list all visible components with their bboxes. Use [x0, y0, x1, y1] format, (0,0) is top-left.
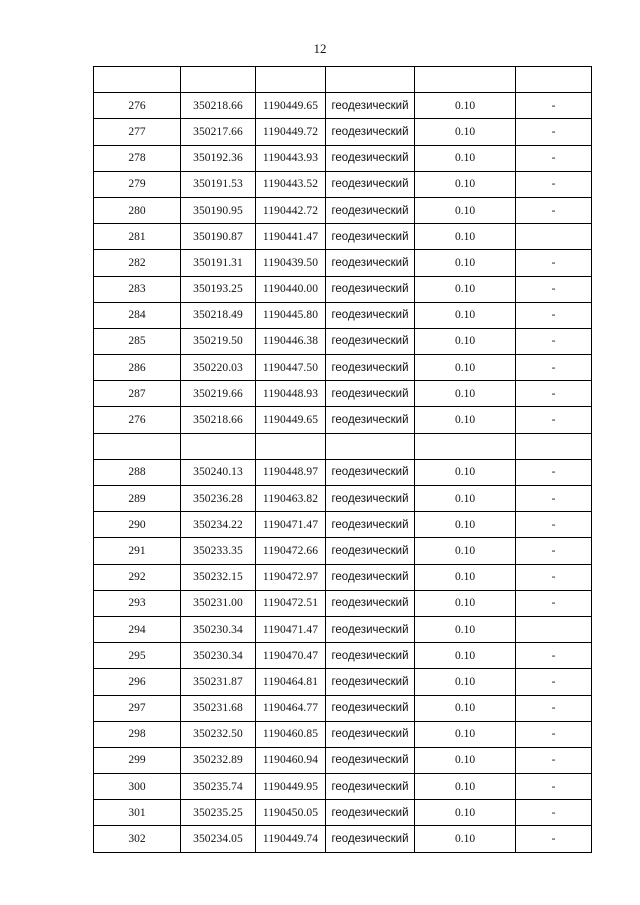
cell-x: 350232.89	[181, 747, 256, 773]
cell-x: 350234.05	[181, 826, 256, 852]
cell-accuracy: 0.10	[415, 826, 516, 852]
cell-accuracy: 0.10	[415, 250, 516, 276]
table-row	[94, 407, 592, 433]
cell-y: 1190472.66	[256, 538, 326, 564]
cell-y: 1190448.97	[256, 459, 326, 485]
cell-method: геодезический	[326, 486, 415, 512]
cell-point-number: 298	[94, 721, 181, 747]
table-row	[94, 747, 592, 773]
cell-point-number: 287	[94, 381, 181, 407]
cell-x	[181, 433, 256, 459]
table-row	[94, 355, 592, 381]
table-row	[94, 250, 592, 276]
table-row	[94, 564, 592, 590]
cell-y: 1190449.65	[256, 407, 326, 433]
cell-method: геодезический	[326, 171, 415, 197]
cell-x: 350240.13	[181, 459, 256, 485]
cell-note: -	[516, 590, 592, 616]
cell-x: 350219.66	[181, 381, 256, 407]
cell-method: геодезический	[326, 616, 415, 642]
cell-y: 1190471.47	[256, 512, 326, 538]
cell-y: 1190470.47	[256, 643, 326, 669]
cell-point-number: 284	[94, 302, 181, 328]
cell-point-number: 296	[94, 669, 181, 695]
cell-x: 350234.22	[181, 512, 256, 538]
cell-note: -	[516, 355, 592, 381]
cell-y: 1190445.80	[256, 302, 326, 328]
cell-y: 1190443.52	[256, 171, 326, 197]
cell-note: -	[516, 171, 592, 197]
table-row	[94, 459, 592, 485]
table-row	[94, 328, 592, 354]
cell-y: 1190450.05	[256, 800, 326, 826]
cell-y: 1190442.72	[256, 197, 326, 223]
cell-accuracy: 0.10	[415, 590, 516, 616]
cell-y: 1190449.65	[256, 93, 326, 119]
cell-x: 350230.34	[181, 643, 256, 669]
table-row	[94, 512, 592, 538]
cell-point-number: 289	[94, 486, 181, 512]
cell-point-number: 300	[94, 774, 181, 800]
cell-x: 350218.49	[181, 302, 256, 328]
table-row	[94, 197, 592, 223]
cell-note	[516, 224, 592, 250]
cell-method: геодезический	[326, 590, 415, 616]
cell-point-number: 276	[94, 93, 181, 119]
cell-method: геодезический	[326, 407, 415, 433]
cell-point-number: 301	[94, 800, 181, 826]
cell-note: -	[516, 826, 592, 852]
cell-note: -	[516, 721, 592, 747]
cell-note	[516, 67, 592, 93]
table-row	[94, 302, 592, 328]
cell-accuracy: 0.10	[415, 564, 516, 590]
cell-method: геодезический	[326, 224, 415, 250]
table-row	[94, 93, 592, 119]
cell-y: 1190472.51	[256, 590, 326, 616]
cell-point-number: 281	[94, 224, 181, 250]
cell-note: -	[516, 538, 592, 564]
cell-x: 350235.74	[181, 774, 256, 800]
cell-point-number: 295	[94, 643, 181, 669]
cell-method: геодезический	[326, 250, 415, 276]
cell-accuracy: 0.10	[415, 328, 516, 354]
cell-method: геодезический	[326, 93, 415, 119]
cell-accuracy: 0.10	[415, 407, 516, 433]
cell-point-number: 280	[94, 197, 181, 223]
cell-accuracy: 0.10	[415, 512, 516, 538]
cell-point-number: 288	[94, 459, 181, 485]
cell-x: 350217.66	[181, 119, 256, 145]
table-row	[94, 669, 592, 695]
table-row	[94, 538, 592, 564]
cell-point-number: 294	[94, 616, 181, 642]
cell-y: 1190463.82	[256, 486, 326, 512]
cell-y: 1190460.94	[256, 747, 326, 773]
cell-y: 1190440.00	[256, 276, 326, 302]
table-row	[94, 695, 592, 721]
table-row	[94, 643, 592, 669]
cell-y: 1190472.97	[256, 564, 326, 590]
cell-x: 350231.00	[181, 590, 256, 616]
cell-method: геодезический	[326, 669, 415, 695]
table-row	[94, 433, 592, 459]
cell-note: -	[516, 800, 592, 826]
cell-method: геодезический	[326, 328, 415, 354]
table-row	[94, 381, 592, 407]
cell-y: 1190460.85	[256, 721, 326, 747]
cell-accuracy: 0.10	[415, 486, 516, 512]
table-row	[94, 119, 592, 145]
cell-accuracy: 0.10	[415, 224, 516, 250]
cell-accuracy: 0.10	[415, 669, 516, 695]
header-row	[94, 67, 592, 93]
cell-point-number	[94, 67, 181, 93]
cell-point-number: 299	[94, 747, 181, 773]
cell-method: геодезический	[326, 538, 415, 564]
table-row	[94, 276, 592, 302]
cell-note: -	[516, 381, 592, 407]
cell-note: -	[516, 486, 592, 512]
cell-point-number: 277	[94, 119, 181, 145]
cell-y	[256, 67, 326, 93]
cell-y: 1190439.50	[256, 250, 326, 276]
cell-method: геодезический	[326, 302, 415, 328]
cell-x: 350235.25	[181, 800, 256, 826]
page-number: 12	[313, 41, 327, 56]
table-row	[94, 721, 592, 747]
cell-x: 350191.31	[181, 250, 256, 276]
cell-accuracy: 0.10	[415, 93, 516, 119]
cell-method	[326, 433, 415, 459]
cell-accuracy	[415, 67, 516, 93]
table-row	[94, 486, 592, 512]
cell-y: 1190449.72	[256, 119, 326, 145]
cell-accuracy: 0.10	[415, 643, 516, 669]
cell-accuracy: 0.10	[415, 302, 516, 328]
cell-point-number: 276	[94, 407, 181, 433]
cell-point-number: 283	[94, 276, 181, 302]
cell-method: геодезический	[326, 197, 415, 223]
cell-x: 350190.87	[181, 224, 256, 250]
cell-note: -	[516, 93, 592, 119]
cell-note	[516, 616, 592, 642]
cell-method: геодезический	[326, 826, 415, 852]
cell-y: 1190447.50	[256, 355, 326, 381]
cell-method: геодезический	[326, 512, 415, 538]
cell-method: геодезический	[326, 721, 415, 747]
cell-y: 1190464.77	[256, 695, 326, 721]
cell-accuracy: 0.10	[415, 747, 516, 773]
cell-method: геодезический	[326, 564, 415, 590]
cell-accuracy: 0.10	[415, 459, 516, 485]
cell-method: геодезический	[326, 276, 415, 302]
table-row	[94, 774, 592, 800]
cell-note: -	[516, 197, 592, 223]
cell-x: 350232.15	[181, 564, 256, 590]
cell-point-number: 278	[94, 145, 181, 171]
cell-point-number: 290	[94, 512, 181, 538]
coordinates-table	[93, 66, 592, 853]
cell-x: 350191.53	[181, 171, 256, 197]
cell-y: 1190464.81	[256, 669, 326, 695]
cell-x: 350232.50	[181, 721, 256, 747]
cell-x: 350231.87	[181, 669, 256, 695]
cell-note: -	[516, 250, 592, 276]
cell-note: -	[516, 145, 592, 171]
cell-x: 350218.66	[181, 407, 256, 433]
cell-x: 350219.50	[181, 328, 256, 354]
cell-accuracy: 0.10	[415, 171, 516, 197]
cell-note: -	[516, 407, 592, 433]
cell-accuracy: 0.10	[415, 197, 516, 223]
cell-method: геодезический	[326, 145, 415, 171]
cell-x: 350192.36	[181, 145, 256, 171]
cell-x: 350230.34	[181, 616, 256, 642]
cell-x: 350233.35	[181, 538, 256, 564]
cell-y: 1190441.47	[256, 224, 326, 250]
cell-point-number: 286	[94, 355, 181, 381]
cell-accuracy: 0.10	[415, 800, 516, 826]
cell-point-number: 285	[94, 328, 181, 354]
cell-accuracy: 0.10	[415, 695, 516, 721]
cell-x: 350218.66	[181, 93, 256, 119]
cell-point-number: 302	[94, 826, 181, 852]
table-row	[94, 616, 592, 642]
cell-accuracy: 0.10	[415, 276, 516, 302]
table-row	[94, 224, 592, 250]
cell-y: 1190443.93	[256, 145, 326, 171]
cell-y: 1190449.95	[256, 774, 326, 800]
cell-point-number: 293	[94, 590, 181, 616]
cell-method: геодезический	[326, 459, 415, 485]
cell-note: -	[516, 302, 592, 328]
cell-x: 350236.28	[181, 486, 256, 512]
table-row	[94, 171, 592, 197]
cell-x: 350193.25	[181, 276, 256, 302]
cell-method: геодезический	[326, 643, 415, 669]
cell-note: -	[516, 695, 592, 721]
cell-method: геодезический	[326, 774, 415, 800]
cell-method	[326, 67, 415, 93]
cell-accuracy: 0.10	[415, 616, 516, 642]
cell-method: геодезический	[326, 695, 415, 721]
cell-y: 1190471.47	[256, 616, 326, 642]
cell-x	[181, 67, 256, 93]
cell-accuracy: 0.10	[415, 145, 516, 171]
cell-accuracy: 0.10	[415, 538, 516, 564]
cell-accuracy: 0.10	[415, 381, 516, 407]
cell-accuracy	[415, 433, 516, 459]
cell-note: -	[516, 669, 592, 695]
cell-method: геодезический	[326, 747, 415, 773]
cell-method: геодезический	[326, 355, 415, 381]
cell-point-number: 279	[94, 171, 181, 197]
cell-method: геодезический	[326, 381, 415, 407]
cell-y: 1190449.74	[256, 826, 326, 852]
cell-method: геодезический	[326, 800, 415, 826]
cell-x: 350190.95	[181, 197, 256, 223]
cell-point-number: 282	[94, 250, 181, 276]
cell-x: 350231.68	[181, 695, 256, 721]
cell-note: -	[516, 119, 592, 145]
cell-note: -	[516, 643, 592, 669]
cell-note: -	[516, 512, 592, 538]
cell-method: геодезический	[326, 119, 415, 145]
cell-y: 1190446.38	[256, 328, 326, 354]
cell-point-number	[94, 433, 181, 459]
cell-accuracy: 0.10	[415, 119, 516, 145]
table-row	[94, 800, 592, 826]
table-row	[94, 826, 592, 852]
cell-point-number: 291	[94, 538, 181, 564]
cell-note: -	[516, 328, 592, 354]
cell-point-number: 292	[94, 564, 181, 590]
cell-point-number: 297	[94, 695, 181, 721]
cell-accuracy: 0.10	[415, 355, 516, 381]
cell-note: -	[516, 459, 592, 485]
cell-accuracy: 0.10	[415, 721, 516, 747]
table-row	[94, 145, 592, 171]
cell-note: -	[516, 774, 592, 800]
table-row	[94, 590, 592, 616]
table-body	[94, 67, 592, 853]
cell-y	[256, 433, 326, 459]
cell-note: -	[516, 564, 592, 590]
cell-note: -	[516, 747, 592, 773]
cell-note: -	[516, 276, 592, 302]
cell-note	[516, 433, 592, 459]
cell-y: 1190448.93	[256, 381, 326, 407]
cell-x: 350220.03	[181, 355, 256, 381]
cell-accuracy: 0.10	[415, 774, 516, 800]
